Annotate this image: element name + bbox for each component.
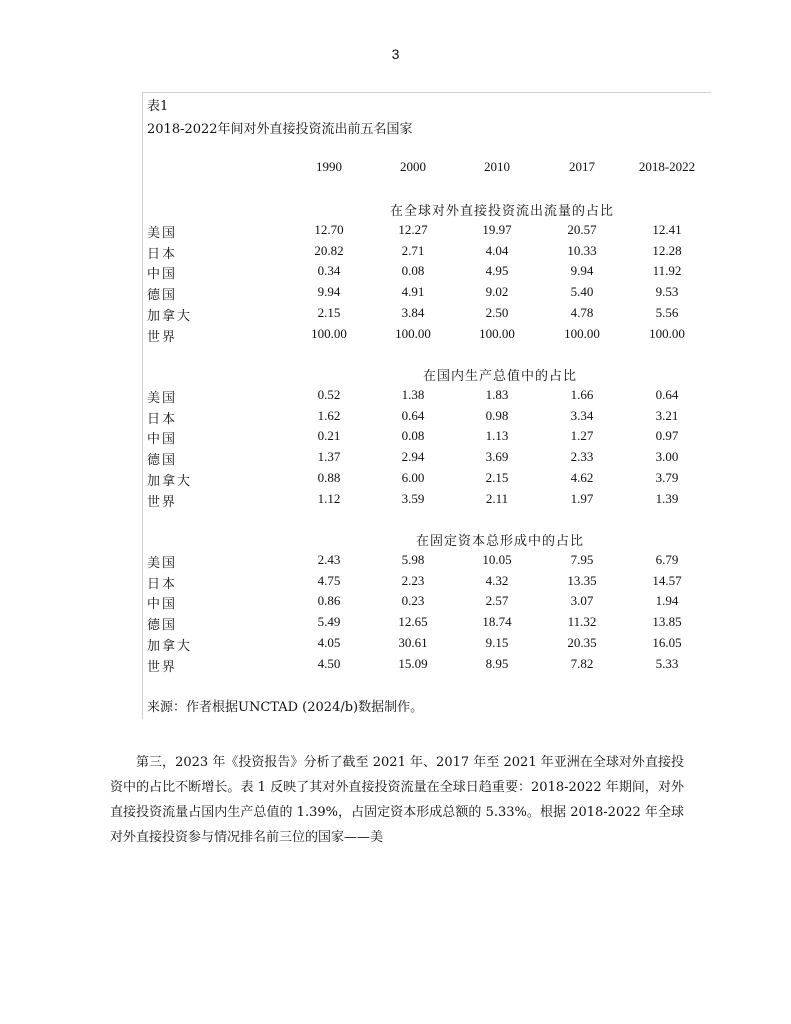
row-label: 中国 bbox=[147, 267, 178, 283]
table-cell: 0.08 bbox=[401, 428, 425, 444]
table-cell: 7.82 bbox=[570, 655, 594, 671]
table-cell: 4.05 bbox=[317, 634, 341, 650]
table-cell: 100.00 bbox=[564, 325, 600, 341]
table-cell: 14.57 bbox=[652, 572, 682, 588]
table-cell: 0.98 bbox=[485, 407, 509, 423]
table-cell: 20.35 bbox=[567, 634, 597, 650]
row-label: 世界 bbox=[147, 329, 178, 345]
table-cell: 12.65 bbox=[398, 614, 428, 630]
section-title: 在全球对外直接投资流出流量的占比 bbox=[390, 204, 615, 219]
table-cell: 1.38 bbox=[401, 387, 425, 402]
table-cell: 3.07 bbox=[570, 593, 594, 609]
column-header: 2000 bbox=[400, 159, 426, 174]
table-cell: 3.21 bbox=[655, 407, 679, 423]
row-label: 美国 bbox=[147, 556, 178, 571]
table-cell: 12.28 bbox=[652, 242, 682, 258]
table-cell: 13.85 bbox=[652, 614, 682, 630]
row-label: 世界 bbox=[147, 659, 178, 675]
table-cell: 4.32 bbox=[485, 572, 509, 588]
table-cell: 20.57 bbox=[567, 222, 597, 237]
table-cell: 9.94 bbox=[317, 284, 341, 300]
body-paragraph bbox=[110, 750, 684, 850]
table-cell: 100.00 bbox=[395, 325, 431, 341]
table-cell: 2.94 bbox=[401, 449, 425, 465]
table-cell: 5.98 bbox=[401, 552, 425, 567]
row-label: 世界 bbox=[147, 494, 178, 510]
table-cell: 3.84 bbox=[401, 304, 425, 320]
table-cell: 9.15 bbox=[485, 634, 509, 650]
table-cell: 6.00 bbox=[401, 469, 425, 485]
column-header: 2018-2022 bbox=[638, 159, 696, 174]
table-cell: 4.62 bbox=[570, 469, 594, 485]
table-cell: 100.00 bbox=[649, 325, 685, 341]
table-cell: 2.15 bbox=[485, 469, 509, 485]
table-cell: 3.79 bbox=[655, 469, 679, 485]
table-cell: 2.11 bbox=[485, 490, 509, 506]
table-cell: 1.94 bbox=[655, 593, 679, 609]
table-cell: 1.62 bbox=[317, 407, 341, 423]
table-cell: 5.56 bbox=[655, 304, 679, 320]
table-cell: 18.74 bbox=[482, 614, 512, 630]
table-cell: 1.37 bbox=[317, 449, 341, 465]
row-label: 加拿大 bbox=[147, 473, 193, 489]
page-number: 3 bbox=[391, 46, 400, 62]
table-cell: 13.35 bbox=[567, 572, 597, 588]
table-cell: 10.33 bbox=[567, 242, 597, 258]
table-cell: 3.34 bbox=[570, 407, 594, 423]
table-cell: 0.64 bbox=[655, 387, 679, 402]
table-cell: 4.91 bbox=[401, 284, 425, 300]
table-cell: 0.86 bbox=[317, 593, 341, 609]
table-cell: 100.00 bbox=[311, 325, 347, 341]
row-label: 加拿大 bbox=[147, 638, 193, 654]
table-cell: 0.88 bbox=[317, 469, 341, 485]
table-title: 2018-2022年间对外直接投资流出前五名国家 bbox=[147, 122, 413, 137]
table-cell: 0.23 bbox=[401, 593, 425, 609]
table-cell: 12.70 bbox=[314, 222, 344, 237]
column-header: 2017 bbox=[569, 159, 595, 174]
table-source: 来源：作者根据UNCTAD (2024/b)数据制作。 bbox=[147, 700, 424, 715]
section-title: 在固定资本总形成中的占比 bbox=[415, 534, 584, 549]
table-cell: 0.08 bbox=[401, 263, 425, 279]
table-cell: 11.92 bbox=[652, 263, 682, 279]
table-cell: 6.79 bbox=[655, 552, 679, 567]
table-cell: 3.69 bbox=[485, 449, 509, 465]
table-cell: 0.21 bbox=[317, 428, 341, 444]
table-cell: 9.02 bbox=[485, 284, 509, 300]
table-cell: 0.97 bbox=[655, 428, 679, 444]
table-cell: 1.12 bbox=[317, 490, 341, 506]
table-cell: 5.40 bbox=[570, 284, 594, 300]
table-cell: 4.95 bbox=[485, 263, 509, 279]
table-cell: 1.13 bbox=[485, 428, 509, 444]
table-cell: 19.97 bbox=[482, 222, 512, 237]
table-cell: 2.15 bbox=[317, 304, 341, 320]
table-cell: 4.75 bbox=[317, 572, 341, 588]
table-cell: 1.39 bbox=[655, 490, 679, 506]
column-header: 1990 bbox=[316, 159, 342, 174]
section-title: 在国内生产总值中的占比 bbox=[422, 369, 577, 384]
row-label: 日本 bbox=[147, 576, 178, 592]
row-label: 日本 bbox=[147, 411, 178, 427]
table-cell: 0.34 bbox=[317, 263, 341, 279]
row-label: 日本 bbox=[147, 246, 178, 262]
table-cell: 12.27 bbox=[398, 222, 428, 237]
row-label: 德国 bbox=[147, 453, 178, 469]
row-label: 中国 bbox=[147, 597, 178, 613]
row-label: 中国 bbox=[147, 432, 178, 448]
table-cell: 15.09 bbox=[398, 655, 428, 671]
table-cell: 5.33 bbox=[655, 655, 679, 671]
table-cell: 2.33 bbox=[570, 449, 594, 465]
table-cell: 30.61 bbox=[398, 634, 428, 650]
table-label: 表1 bbox=[147, 99, 169, 114]
table-cell: 0.64 bbox=[401, 407, 425, 423]
table-cell: 11.32 bbox=[567, 614, 597, 630]
table-cell: 1.97 bbox=[570, 490, 594, 506]
table-cell: 3.59 bbox=[401, 490, 425, 506]
table-cell: 12.41 bbox=[652, 222, 682, 237]
table-cell: 16.05 bbox=[652, 634, 682, 650]
table-cell: 2.50 bbox=[485, 304, 509, 320]
row-label: 德国 bbox=[147, 288, 178, 304]
table-cell: 5.49 bbox=[317, 614, 341, 630]
table-cell: 7.95 bbox=[570, 552, 594, 567]
paragraph-text: 第三，2023 年《投资报告》分析了截至 2021 年、2017 年至 2021 年亚洲在全球对外直接投资中的占比不断增长。表 1 反映了其对外直接投资流量在全球日趋重要：2018-2022 年期间，对外直接投资流量占国内生产总值的 1.39%，占固定资本形成总额的 5.33%。根据 2018-2022 年全球对外直接投资参与情况排名前三位的国家——美 bbox=[110, 755, 684, 845]
row-label: 德国 bbox=[147, 618, 178, 634]
table-cell: 2.71 bbox=[401, 242, 425, 258]
table-cell: 2.57 bbox=[485, 593, 509, 609]
row-label: 美国 bbox=[147, 391, 178, 406]
table-cell: 1.66 bbox=[570, 387, 594, 402]
table-cell: 1.83 bbox=[485, 387, 509, 402]
row-label: 加拿大 bbox=[147, 308, 193, 324]
table-cell: 3.00 bbox=[655, 449, 679, 465]
row-label: 美国 bbox=[147, 226, 178, 241]
table-cell: 1.27 bbox=[570, 428, 594, 444]
table-cell: 9.94 bbox=[570, 263, 594, 279]
table-cell: 20.82 bbox=[314, 242, 344, 258]
column-header: 2010 bbox=[484, 159, 510, 174]
table-cell: 8.95 bbox=[485, 655, 509, 671]
table-cell: 2.43 bbox=[317, 552, 341, 567]
table-cell: 10.05 bbox=[482, 552, 512, 567]
table-cell: 100.00 bbox=[479, 325, 515, 341]
table-cell: 2.23 bbox=[401, 572, 425, 588]
table-cell: 4.04 bbox=[485, 242, 509, 258]
table-cell: 4.50 bbox=[317, 655, 341, 671]
table-cell: 4.78 bbox=[570, 304, 594, 320]
table-cell: 9.53 bbox=[655, 284, 679, 300]
table-cell: 0.52 bbox=[317, 387, 341, 402]
